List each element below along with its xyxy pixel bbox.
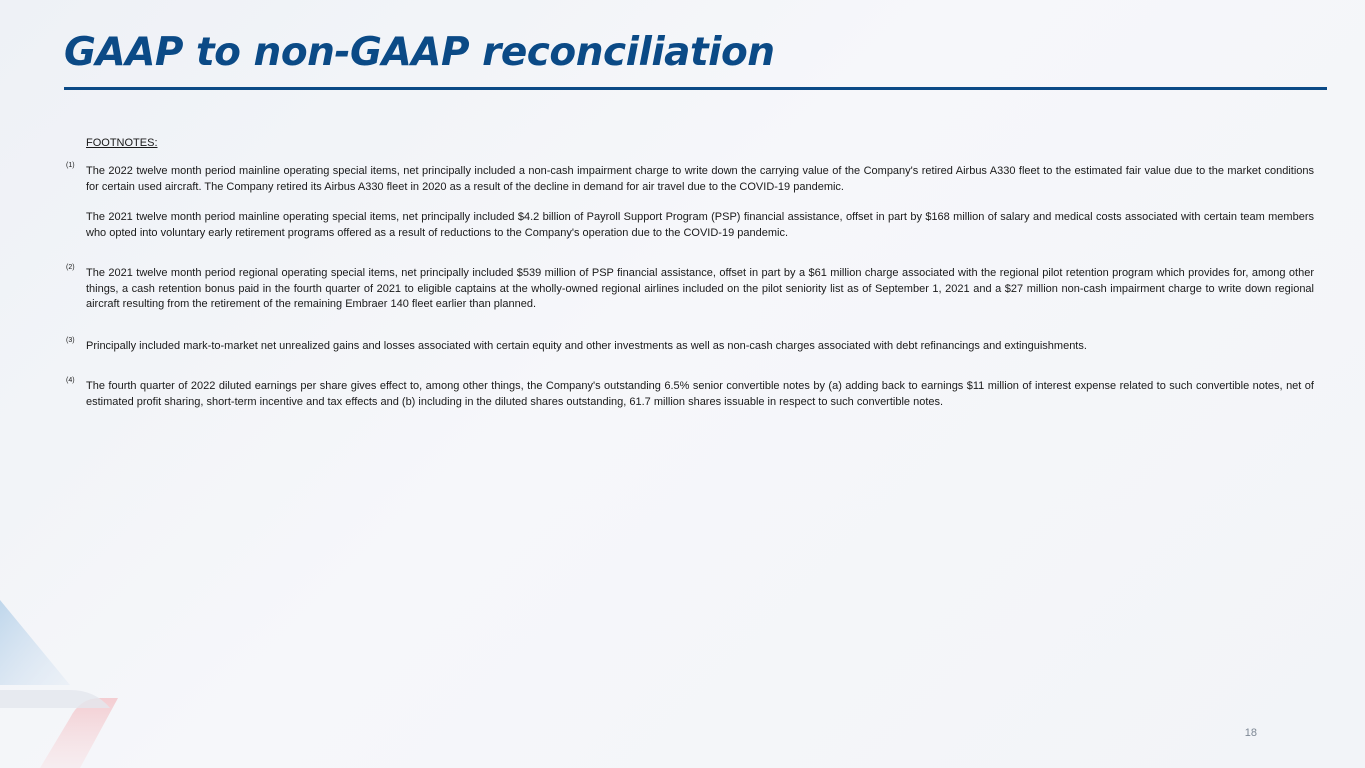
page-number: 18	[1244, 727, 1257, 739]
title-divider	[64, 87, 1327, 90]
airline-logo-mark	[0, 590, 140, 768]
footnote-marker: (1)	[66, 162, 75, 169]
footnote-marker: (4)	[66, 377, 75, 384]
footnote-4	[66, 379, 1314, 410]
footnote-paragraph: The 2022 twelve month period mainline operating special items, net principally included a non-cash impairment charge to write down the carrying value of the Company's retired Airbus A330 fleet to the estimated fair value due to the market conditions for certain used aircraft. The Company retired its Airbus A330 fleet in 2020 as a result of the decline in demand for air travel due to the COVID-19 pandemic.	[86, 165, 1314, 193]
logo-grey-stripe	[0, 690, 110, 708]
footnote-marker: (2)	[66, 264, 75, 271]
footnote-paragraph: The fourth quarter of 2022 diluted earnings per share gives effect to, among other things, the Company's outstanding 6.5% senior convertible notes by (a) adding back to earnings $11 million of interest expense related to such convertible notes, net of estimated profit sharing, short-term incentive and tax effects and (b) including in the diluted shares outstanding, 61.7 million shares issuable in respect to such convertible notes.	[86, 380, 1314, 408]
footnote-3	[66, 339, 1314, 355]
footnote-2	[66, 266, 1314, 313]
footnote-paragraph: Principally included mark-to-market net unrealized gains and losses associated with certain equity and other investments as well as non-cash charges associated with debt refinancings and extinguishments.	[86, 340, 1087, 352]
footnote-paragraph: The 2021 twelve month period regional operating special items, net principally included $539 million of PSP financial assistance, offset in part by a $61 million charge associated with the regional pilot retention program which provides for, among other things, a cash retention bonus paid in the fourth quarter of 2021 to eligible captains at the wholly-owned regional airlines included on the pilot seniority list as of September 1, 2021 and a $27 million non-cash impairment charge to write down regional aircraft resulting from the retirement of the remaining Embraer 140 fleet earlier than planned.	[86, 267, 1314, 310]
footnote-paragraph: The 2021 twelve month period mainline operating special items, net principally included $4.2 billion of Payroll Support Program (PSP) financial assistance, offset in part by $168 million of salary and medical costs associated with certain team members who opted into voluntary early retirement programs offered as a result of reductions to the Company's operation due to the COVID-19 pandemic.	[86, 211, 1314, 239]
page-title: GAAP to non-GAAP reconciliation	[64, 30, 775, 75]
logo-blue-wing	[0, 600, 70, 685]
logo-red-stripe	[40, 698, 118, 768]
footnotes-heading: FOOTNOTES:	[86, 137, 158, 149]
footnote-marker: (3)	[66, 337, 75, 344]
footnote-1	[66, 164, 1314, 241]
